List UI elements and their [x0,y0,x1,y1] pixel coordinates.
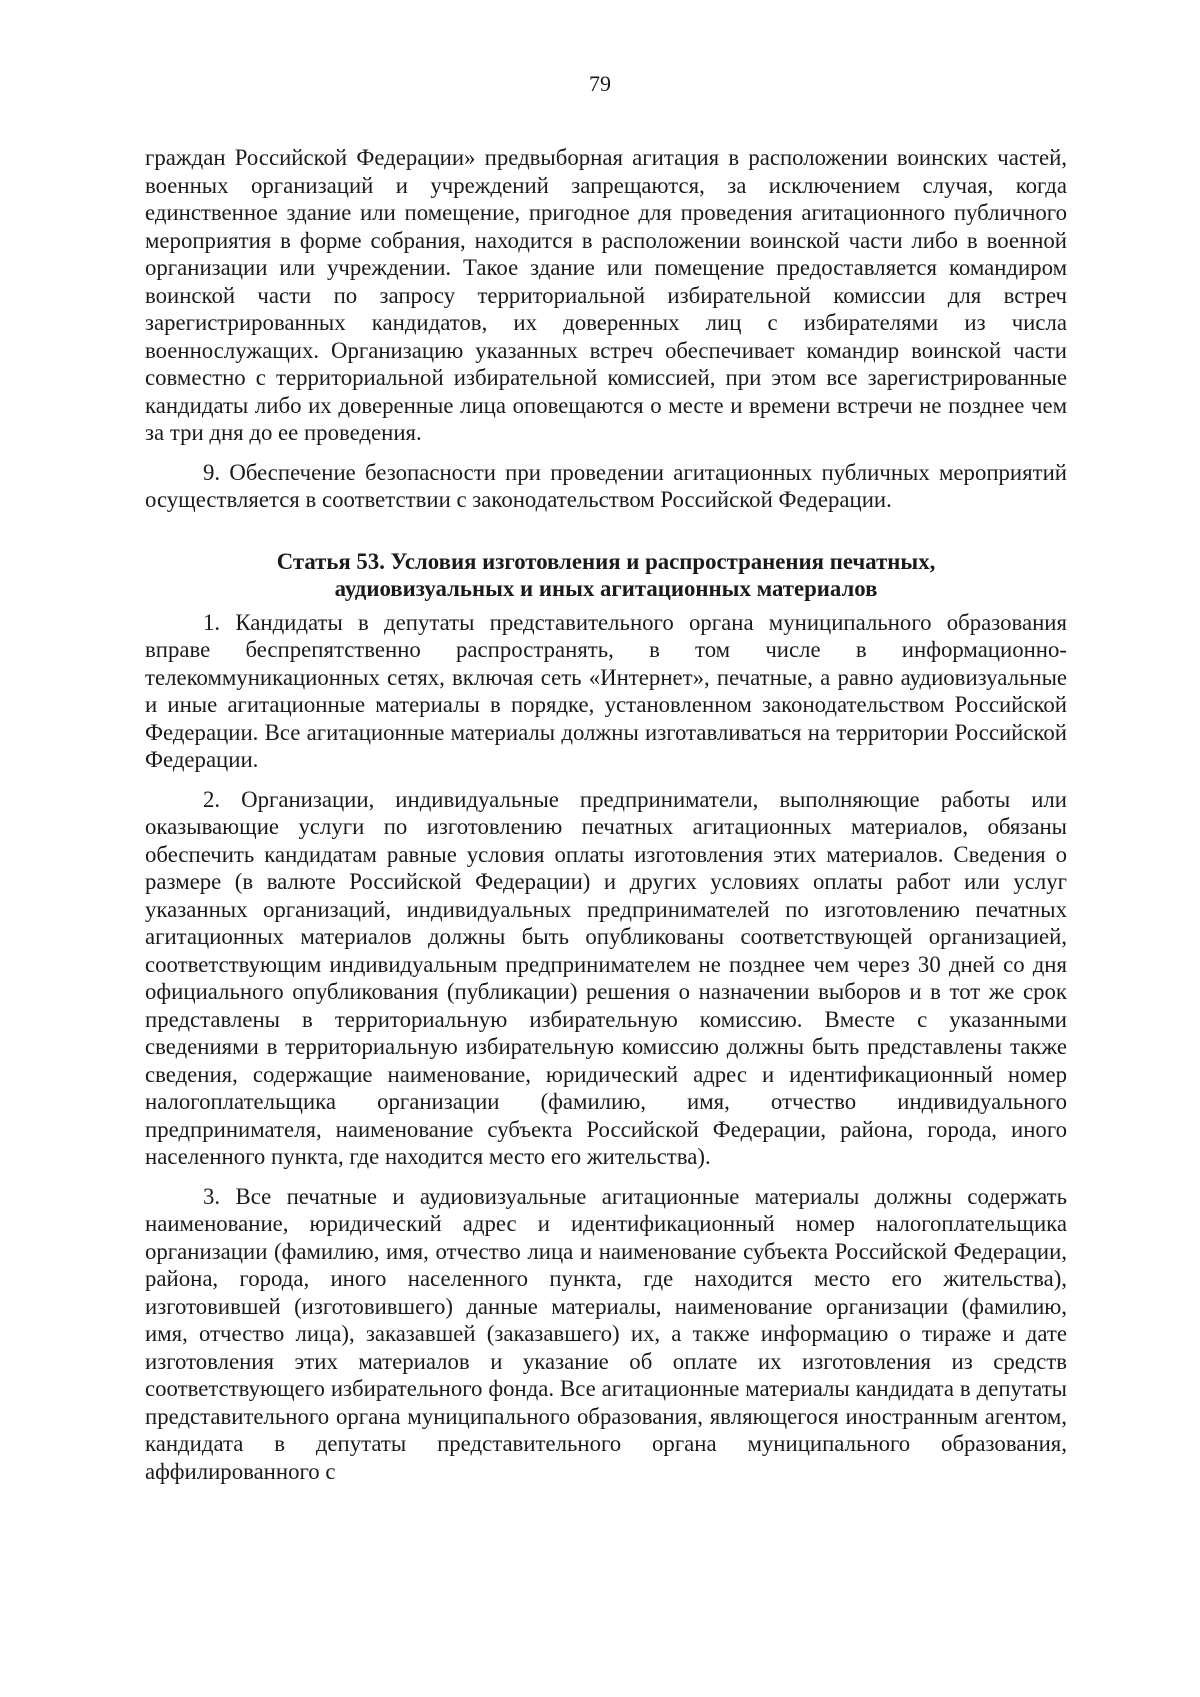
paragraph-item-9-security: 9. Обеспечение безопасности при проведении агитационных публичных мероприятий осуществляется в соответствии с законодательством Российской Федерации. [145,459,1067,512]
paragraph-item-3-material-requirements: 3. Все печатные и аудиовизуальные агитационные материалы должны содержать наименование, юридический адрес и идентификационный номер налогоплательщика организации (фамилию, имя, отчество лица и наименование субъекта Российской Федерации, района, города, иного населенного пункта, где находится место его жительства), изготовившей (изготовившего) данные материалы, наименование организации (фамилию, имя, отчество лица), заказавшей (заказавшего) их, а также информацию о тираже и дате изготовления этих материалов и указание об оплате их изготовления из средств соответствующего избирательного фонда. Все агитационные материалы кандидата в депутаты представительного органа муниципального образования, являющегося иностранным агентом, кандидата в депутаты представительного органа муниципального образования, аффилированного с [145,1183,1067,1484]
paragraph-item-1-candidates-rights: 1. Кандидаты в депутаты представительного органа муниципального образования вправе беспрепятственно распространять, в том числе в информационно-телекоммуникационных сетях, включая сеть «Интернет», печатные, а равно аудиовизуальные и иные агитационные материалы в порядке, установленном законодательством Российской Федерации. Все агитационные материалы должны изготавливаться на территории Российской Федерации. [145,609,1067,772]
paragraph-item-2-printing-organizations: 2. Организации, индивидуальные предприниматели, выполняющие работы или оказывающие услуги по изготовлению печатных агитационных материалов, обязаны обеспечить кандидатам равные условия оплаты изготовления этих материалов. Сведения о размере (в валюте Российской Федерации) и других условиях оплаты работ или услуг указанных организаций, индивидуальных предпринимателей по изготовлению печатных агитационных материалов должны быть опубликованы соответствующей организацией, соответствующим индивидуальным предпринимателем не позднее чем через 30 дней со дня официального опубликования (публикации) решения о назначении выборов и в тот же срок представлены в территориальную избирательную комиссию. Вместе с указанными сведениями в территориальную избирательную комиссию должны быть представлены также сведения, содержащие наименование, юридический адрес и идентификационный номер налогоплательщика организации (фамилию, имя, отчество индивидуального предпринимателя, наименование субъекта Российской Федерации, района, города, иного населенного пункта, где находится место его жительства). [145,786,1067,1169]
page-number: 79 [589,71,611,96]
article-53-heading [145,548,1067,603]
article-53-title-line-1: Статья 53. Условия изготовления и распространения печатных, [276,548,936,574]
paragraph-continued-military-agitation: граждан Российской Федерации» предвыборная агитация в расположении воинских частей, военных организаций и учреждений запрещаются, за исключением случая, когда единственное здание или помещение, пригодное для проведения агитационного публичного мероприятия в форме собрания, находится в расположении воинской части либо в военной организации или учреждении. Такое здание или помещение предоставляется командиром воинской части по запросу территориальной избирательной комиссии для встреч зарегистрированных кандидатов, их доверенных лиц с избирателями из числа военнослужащих. Организацию указанных встреч обеспечивает командир воинской части совместно с территориальной избирательной комиссией, при этом все зарегистрированные кандидаты либо их доверенные лица оповещаются о месте и времени встречи не позднее чем за три дня до ее проведения. [145,145,1067,445]
article-53-title-line-2: аудиовизуальных и иных агитационных материалов [334,576,878,601]
document-body [145,144,1067,1485]
